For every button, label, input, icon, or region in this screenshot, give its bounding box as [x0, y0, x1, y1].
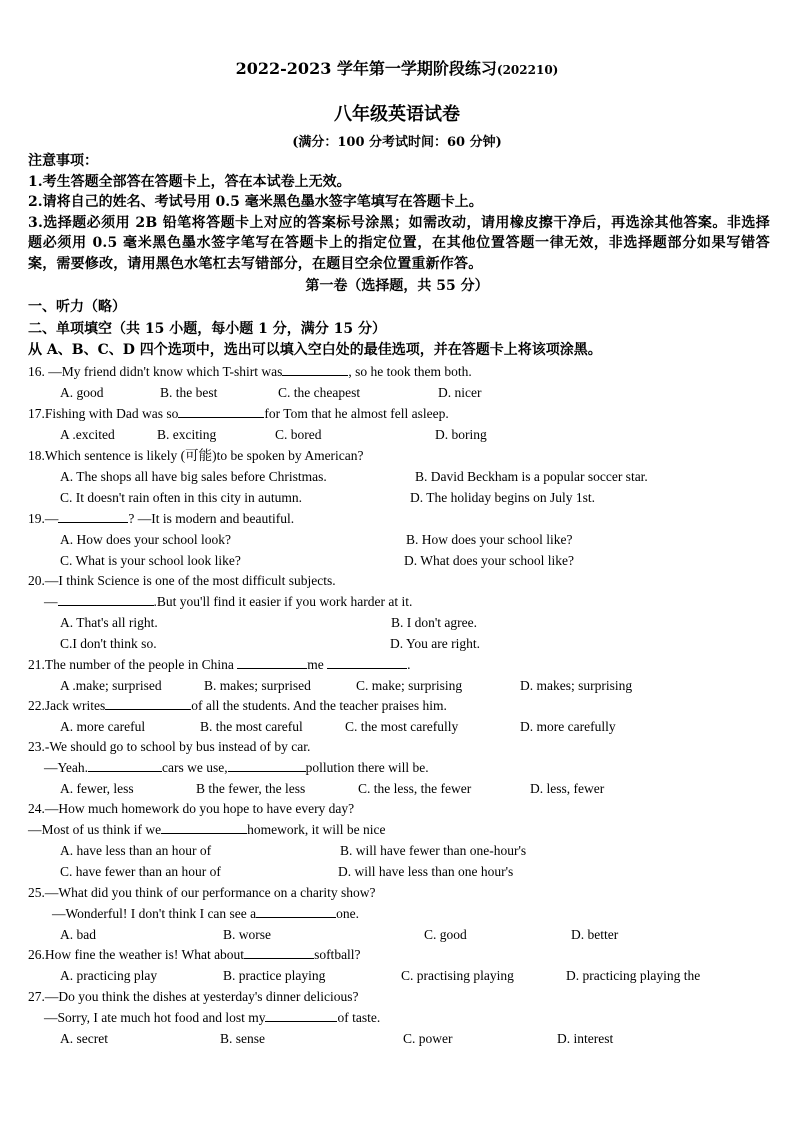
section-single-choice: 二、单项填空（共 15 小题，每小题 1 分，满分 15 分）	[28, 321, 386, 337]
answer-blank	[228, 758, 306, 772]
q21-option-d: D. makes; surprising	[520, 678, 633, 693]
q16-option-b: B. the best	[160, 385, 218, 400]
answer-blank	[237, 655, 307, 669]
q16-option-d: D. nicer	[438, 385, 482, 400]
q27-option-d: D. interest	[557, 1031, 614, 1046]
notice-heading: 注意事项：	[28, 153, 98, 169]
question-23-reply	[44, 758, 429, 778]
q21-stem: 21.The number of the people in China	[28, 657, 234, 672]
answer-blank	[178, 404, 264, 418]
exam-title-text: 2022-2023 学年第一学期阶段练习	[235, 59, 497, 78]
notice-item-1: 1.考生答题全部答在答题卡上，答在本试卷上无效。	[28, 173, 351, 190]
question-19	[28, 509, 294, 529]
q25-option-b: B. worse	[223, 927, 271, 942]
q25-option-d: D. better	[571, 927, 619, 942]
question-16	[28, 362, 472, 382]
q16-stem-end: , so he took them both.	[348, 364, 472, 379]
q26-stem: 26.How fine the weather is! What about	[28, 947, 245, 962]
q22-stem: 22.Jack writes	[28, 698, 106, 713]
q17-option-a: A .excited	[60, 427, 115, 442]
q21-option-a: A .make; surprised	[60, 678, 162, 693]
q20-reply-start: —	[44, 594, 58, 609]
q19-option-d: D. What does your school like?	[404, 553, 574, 568]
q16-option-a: A. good	[60, 385, 104, 400]
question-20-reply	[44, 592, 412, 612]
q21-stem-end: .	[407, 657, 411, 672]
q20-reply-end: .But you'll find it easier if you work harder at it.	[153, 594, 413, 609]
q24-option-d: D. will have less than one hour's	[338, 864, 514, 879]
q22-option-d: D. more carefully	[520, 719, 616, 734]
q24-option-b: B. will have fewer than one-hour's	[340, 843, 527, 858]
answer-blank	[58, 592, 154, 606]
question-22	[28, 696, 447, 716]
q25-option-a: A. bad	[60, 927, 96, 942]
answer-blank	[265, 1008, 337, 1022]
answer-blank	[105, 696, 191, 710]
question-20: 20.—I think Science is one of the most difficult subjects.	[28, 573, 336, 588]
q27-option-a: A. secret	[60, 1031, 108, 1046]
q20-option-d: D. You are right.	[390, 636, 480, 651]
q27-option-b: B. sense	[220, 1031, 265, 1046]
q24-option-c: C. have fewer than an hour of	[60, 864, 221, 879]
q19-stem: 19.—	[28, 511, 59, 526]
q21-stem-mid: me	[307, 657, 324, 672]
q27-reply-start: —Sorry, I ate much hot food and lost my	[44, 1010, 266, 1025]
q23-option-c: C. the less, the fewer	[358, 781, 472, 796]
exam-code: (202210)	[496, 63, 559, 77]
q20-option-a: A. That's all right.	[60, 615, 158, 630]
q21-option-b: B. makes; surprised	[204, 678, 311, 693]
q19-option-c: C. What is your school look like?	[60, 553, 241, 568]
notice-item-3: 3.选择题必须用 2B 铅笔将答题卡上对应的答案标号涂黑；如需改动，请用橡皮擦干净后，再选涂其他答案。非选择题必须用 0.5 毫米黑色墨水签字笔写在答题卡上的指定位置，在其他位置答题一律无效，非选择题部分如果写错答案，需要修改，请用黑色水笔杠去写错部分，在题目空余位置重新作答。	[28, 214, 770, 272]
q16-option-c: C. the cheapest	[278, 385, 361, 400]
q22-option-b: B. the most careful	[200, 719, 303, 734]
exam-title	[0, 56, 794, 79]
answer-blank	[256, 904, 336, 918]
q19-option-b: B. How does your school like?	[406, 532, 573, 547]
q24-option-a: A. have less than an hour of	[60, 843, 212, 858]
question-27-reply	[44, 1008, 380, 1028]
q20-option-c: C.I don't think so.	[60, 636, 157, 651]
q25-option-c: C. good	[424, 927, 467, 942]
q19-option-a: A. How does your school look?	[60, 532, 231, 547]
q26-option-a: A. practicing play	[60, 968, 158, 983]
q26-option-c: C. practising playing	[401, 968, 514, 983]
question-26	[28, 945, 361, 965]
q21-option-c: C. make; surprising	[356, 678, 463, 693]
q18-option-c: C. It doesn't rain often in this city in autumn.	[60, 490, 303, 505]
q25-reply-end: one.	[336, 906, 360, 921]
question-25: 25.—What did you think of our performance on a charity show?	[28, 885, 376, 900]
notice-item-2: 2.请将自己的姓名、考试号用 0.5 毫米黑色墨水签字笔填写在答题卡上。	[28, 194, 483, 210]
volume-heading: 第一卷（选择题，共 55 分）	[305, 278, 489, 294]
q22-stem-end: of all the students. And the teacher praises him.	[191, 698, 447, 713]
q16-stem: 16. —My friend didn't know which T-shirt was	[28, 364, 283, 379]
q23-option-b: B the fewer, the less	[196, 781, 306, 796]
answer-blank	[327, 655, 407, 669]
q18-option-a: A. The shops all have big sales before Christmas.	[60, 469, 327, 484]
q19-stem-end: ? —It is modern and beautiful.	[128, 511, 295, 526]
exam-info: (满分：100 分考试时间：60 分钟)	[292, 135, 502, 150]
q24-reply-start: —Most of us think if we	[28, 822, 162, 837]
question-18: 18.Which sentence is likely (可能)to be spoken by American?	[28, 448, 364, 463]
answer-blank	[88, 758, 162, 772]
question-17	[28, 404, 449, 424]
q22-option-c: C. the most carefully	[345, 719, 459, 734]
q20-option-b: B. I don't agree.	[391, 615, 478, 630]
q22-option-a: A. more careful	[60, 719, 146, 734]
q17-stem-end: for Tom that he almost fell asleep.	[264, 406, 449, 421]
q26-option-d: D. practicing playing the	[566, 968, 701, 983]
question-25-reply	[52, 904, 359, 924]
answer-blank	[58, 509, 128, 523]
q27-reply-end: of taste.	[337, 1010, 381, 1025]
q27-option-c: C. power	[403, 1031, 453, 1046]
q17-option-c: C. bored	[275, 427, 322, 442]
q23-reply-end: pollution there will be.	[305, 760, 429, 775]
q23-option-d: D. less, fewer	[530, 781, 605, 796]
question-27: 27.—Do you think the dishes at yesterday's dinner delicious?	[28, 989, 359, 1004]
exam-subtitle: 八年级英语试卷	[334, 104, 460, 125]
question-24-reply	[28, 820, 385, 840]
notice-block	[28, 151, 770, 274]
section-listening: 一、听力（略）	[28, 299, 126, 315]
question-24: 24.—How much homework do you hope to have every day?	[28, 801, 355, 816]
answer-blank	[282, 362, 348, 376]
q23-reply-mid: cars we use,	[162, 760, 228, 775]
q26-stem-end: softball?	[314, 947, 361, 962]
question-21	[28, 655, 410, 675]
answer-blank	[161, 820, 247, 834]
q17-stem: 17.Fishing with Dad was so	[28, 406, 179, 421]
q26-option-b: B. practice playing	[223, 968, 326, 983]
question-23: 23.-We should go to school by bus instead of by car.	[28, 739, 311, 754]
q17-option-b: B. exciting	[157, 427, 217, 442]
q18-option-b: B. David Beckham is a popular soccer star.	[415, 469, 648, 484]
answer-blank	[244, 945, 314, 959]
q25-reply-start: —Wonderful! I don't think I can see a	[52, 906, 257, 921]
q23-option-a: A. fewer, less	[60, 781, 134, 796]
q18-option-d: D. The holiday begins on July 1st.	[410, 490, 595, 505]
q24-reply-end: homework, it will be nice	[247, 822, 386, 837]
q17-option-d: D. boring	[435, 427, 487, 442]
q23-reply-start: —Yeah.	[44, 760, 89, 775]
section-instruction: 从 A、B、C、D 四个选项中，选出可以填入空白处的最佳选项，并在答题卡上将该项涂黑。	[28, 342, 602, 358]
